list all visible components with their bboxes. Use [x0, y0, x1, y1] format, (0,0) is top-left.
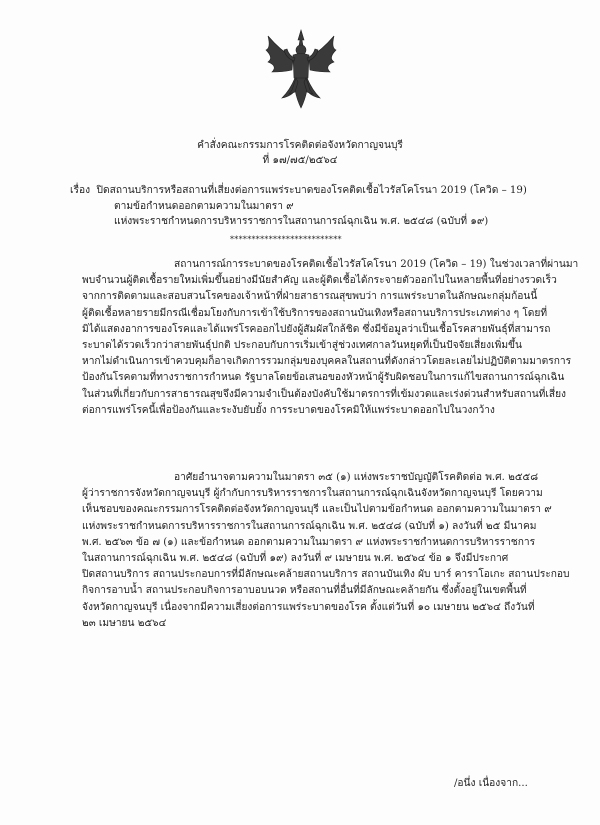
paragraph-line: ผู้ติดเชื้อหลายรายมีกรณีเชื่อมโยงกับการเข้าใช้บริการของสถานบันเทิงหรือสถานบริการประเภทต่าง ๆ โดยที่ — [82, 307, 548, 319]
paragraph-line: อาศัยอำนาจตามความในมาตรา ๓๕ (๑) แห่งพระราชบัญญัติโรคติดต่อ พ.ศ. ๒๕๕๘ — [174, 472, 539, 483]
garuda-emblem — [262, 28, 340, 110]
subject-line-1 — [70, 183, 540, 199]
subject-text-1: ปิดสถานบริการหรือสถานที่เสี่ยงต่อการแพร่ระบาดของโรคติดเชื้อไวรัสโคโรนา 2019 (โควิด – 19) — [96, 185, 527, 196]
separator: ************************** — [230, 235, 342, 244]
paragraph-line: ระบาดได้รวดเร็วกว่าสายพันธุ์ปกติ ประกอบกับการเริ่มเข้าสู่ช่วงเทศกาลวันหยุดที่เป็นปัจจัยเสี่ยงเพิ่มขึ้น — [82, 340, 522, 352]
paragraph-line: จังหวัดกาญจนบุรี เนื่องจากมีความเสี่ยงต่อการแพร่ระบาดของโรค ตั้งแต่วันที่ ๑๐ เมษายน ๒๕๖๔ ถึงวันที่ — [82, 601, 535, 613]
paragraph-line: มิได้แสดงอาการของโรคและได้แพร่โรคออกไปยังผู้สัมผัสใกล้ชิด ซึ่งมีข้อมูลว่าเป็นเชื้อโรคสายพันธุ์ที่สามารถ — [82, 323, 551, 335]
subject-line-3: แห่งพระราชกำหนดการบริหารราชการในสถานการณ์ฉุกเฉิน พ.ศ. ๒๕๔๘ (ฉบับที่ ๑๙) — [114, 216, 489, 227]
paragraph-line: แห่งพระราชกำหนดการบริหารราชการในสถานการณ์ฉุกเฉิน พ.ศ. ๒๕๔๘ (ฉบับที่ ๑) ลงวันที่ ๒๕ มีนาคม — [82, 520, 537, 532]
paragraph-line: พบจำนวนผู้ติดเชื้อรายใหม่เพิ่มขึ้นอย่างมีนัยสำคัญ และผู้ติดเชื้อได้กระจายตัวออกไปในหลายพื้นที่อย่างรวดเร็ว — [82, 275, 557, 287]
paragraph-line: ในสถานการณ์ฉุกเฉิน พ.ศ. ๒๕๔๘ (ฉบับที่ ๑๙) ลงวันที่ ๙ เมษายน พ.ศ. ๒๕๖๔ ข้อ ๑ จึงมีประกาศ — [82, 553, 509, 565]
paragraph-line: หากไม่ดำเนินการเข้าควบคุมก็อาจเกิดการรวมกลุ่มของบุคคลในสถานที่ดังกล่าวโดยละเลยไม่ปฏิบัติตามมาตรการ — [82, 356, 572, 368]
paragraph-line: จากการติดตามและสอบสวนโรคของเจ้าหน้าที่ฝ่ายสาธารณสุขพบว่า การแพร่ระบาดในลักษณะกลุ่มก้อนนี้ — [82, 291, 538, 303]
subject-label: เรื่อง — [70, 185, 91, 196]
paragraph-line: กิจการอาบน้ำ สถานประกอบกิจการอาบอบนวด หรือสถานที่อื่นที่มีลักษณะคล้ายกัน ซึ่งตั้งอยู่ในเขตพื้นที่ — [82, 585, 527, 597]
order-number: ที่ ๑๗/๗๕/๒๕๖๔ — [262, 155, 338, 166]
paragraph-line: ในส่วนที่เกี่ยวกับการสาธารณสุขจึงมีความจำเป็นต้องบังคับใช้มาตรการที่เข้มงวดและเร่งด่วนสำหรับสถานที่เสี่ยง — [82, 388, 567, 400]
paragraph-line: ปิดสถานบริการ สถานประกอบการที่มีลักษณะคล้ายสถานบริการ สถานบันเทิง ผับ บาร์ คาราโอเกะ สถานประกอบ — [82, 569, 570, 581]
order-header — [60, 138, 540, 168]
paragraph-line: สถานการณ์การระบาดของโรคติดเชื้อไวรัสโคโรนา 2019 (โควิด – 19) ในช่วงเวลาที่ผ่านมา — [174, 259, 579, 270]
paragraph-1 — [82, 257, 579, 419]
paragraph-line: ต่อการแพร่โรคนี้เพื่อป้องกันและระงับยับยั้ง การระบาดของโรคมิให้แพร่ระบาดออกไปในวงกว้าง — [82, 404, 495, 416]
paragraph-2 — [82, 470, 570, 632]
subject-block — [70, 183, 540, 230]
paragraph-line: ๒๓ เมษายน ๒๕๖๔ — [82, 617, 167, 629]
subject-line-2: ตามข้อกำหนดออกตามความในมาตรา ๙ — [114, 200, 294, 212]
paragraph-line: พ.ศ. ๒๕๖๓ ข้อ ๗ (๑) และข้อกำหนด ออกตามความในมาตรา ๙ แห่งพระราชกำหนดการบริหารราชการ — [82, 536, 536, 548]
continuation-note: /อนึ่ง เนื่องจาก... — [454, 778, 528, 789]
paragraph-line: ป้องกันโรคตามที่ทางราชการกำหนด รัฐบาลโดยข้อเสนอของหัวหน้าผู้รับผิดชอบในการแก้ไขสถานการณ์ฉุกเฉิน — [82, 372, 565, 384]
issuer-line: คำสั่งคณะกรรมการโรคติดต่อจังหวัดกาญจนบุรี — [197, 140, 403, 151]
paragraph-line: ผู้ว่าราชการจังหวัดกาญจนบุรี ผู้กำกับการบริหารราชการในสถานการณ์ฉุกเฉินจังหวัดกาญจนบุรี โดยความ — [82, 488, 543, 500]
paragraph-line: เห็นชอบของคณะกรรมการโรคติดต่อจังหวัดกาญจนบุรี และเป็นไปตามข้อกำหนด ออกตามความในมาตรา ๙ — [82, 504, 552, 516]
